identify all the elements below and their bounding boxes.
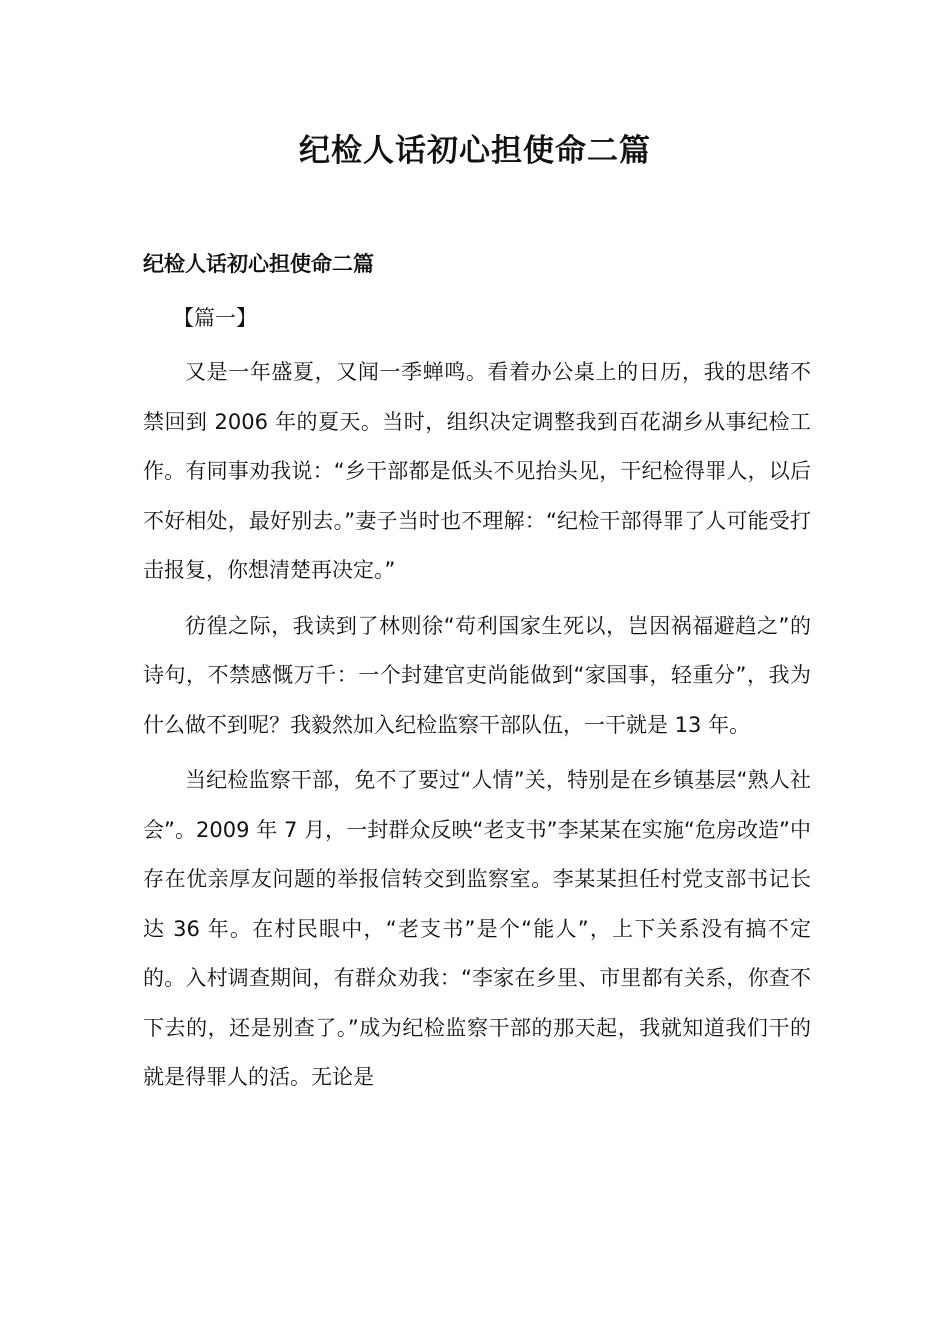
document-title: 纪检人话初心担使命二篇 bbox=[299, 133, 651, 169]
part-label: 【篇一】 bbox=[173, 306, 257, 330]
section-heading: 纪检人话初心担使命二篇 bbox=[143, 252, 374, 276]
paragraph-3: 当纪检监察干部，免不了要过“人情”关，特别是在乡镇基层“熟人社会”。2009 年 7 月，一封群众反映“老支书”李某某在实施“危房改造”中存在优亲厚友问题的举报信转交到监察室。李某某担任村党支部书记长达 36 年。在村民眼中，“老支书”是个“能人”，上下关系没有搞不定的。入村调查期间，有群众劝我：“李家在乡里、市里都有关系，你查不下去的，还是别查了。”成为纪检监察干部的那天起，我就知道我们干的就是得罪人的活。无论是 bbox=[143, 768, 811, 1089]
paragraph-2: 彷徨之际，我读到了林则徐“苟利国家生死以，岂因祸福避趋之”的诗句，不禁感慨万千：一个封建官吏尚能做到“家国事，轻重分”，我为什么做不到呢？我毅然加入纪检监察干部队伍，一干就是 13 年。 bbox=[143, 613, 811, 737]
paragraph-1: 又是一年盛夏，又闻一季蝉鸣。看着办公桌上的日历，我的思绪不禁回到 2006 年的夏天。当时，组织决定调整我到百花湖乡从事纪检工作。有同事劝我说：“乡干部都是低头不见抬头见，干纪检得罪人，以后不好相处，最好别去。”妻子当时也不理解：“纪检干部得罪了人可能受打击报复，你想清楚再决定。” bbox=[143, 360, 811, 582]
document-body bbox=[143, 240, 811, 1103]
